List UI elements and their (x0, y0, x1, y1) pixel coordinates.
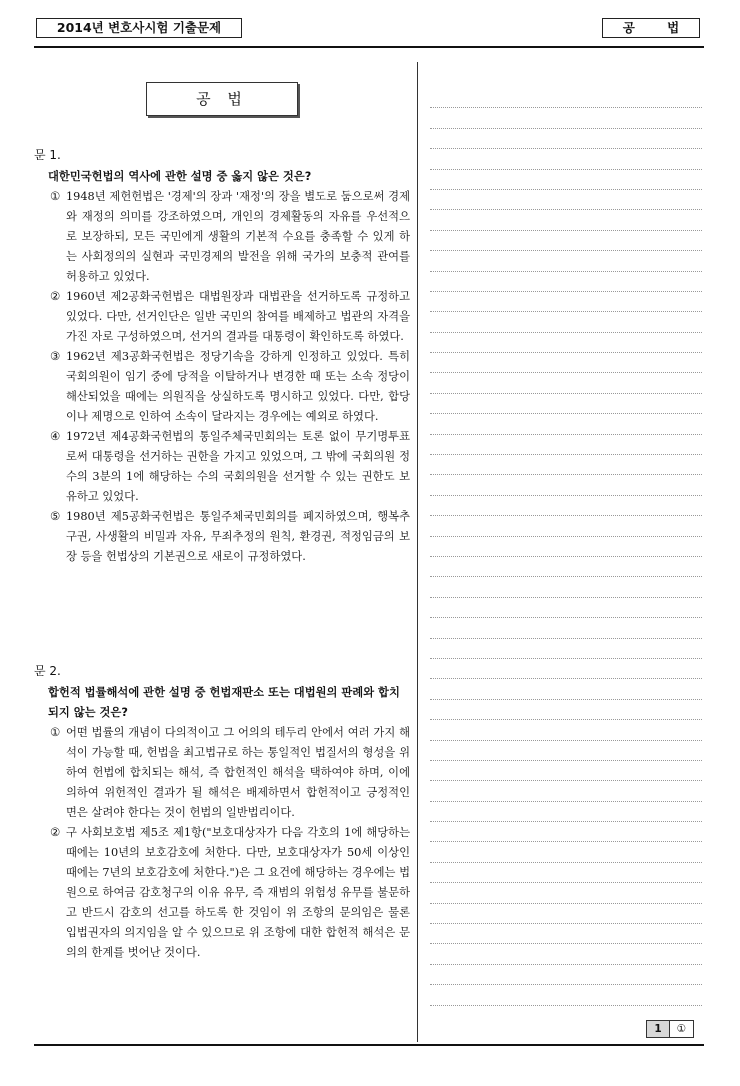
option-1 (34, 723, 410, 823)
option-text: 1972년 제4공화국헌법의 통일주체국민회의는 토론 없이 무기명투표로써 대통령을 선거하는 권한을 가지고 있었으며, 그 밖에 국회의원 정수의 3분의 1에 해당하는 수의 국회의원을 선거할 수 있는 권한도 보유하고 있었다. (66, 430, 410, 503)
memo-line (430, 679, 702, 699)
memo-line (430, 129, 702, 149)
option-mark: ⑤ (50, 510, 61, 523)
memo-line (430, 659, 702, 679)
memo-line (430, 394, 702, 414)
memo-line (430, 210, 702, 230)
memo-line (430, 231, 702, 251)
memo-line (430, 251, 702, 271)
memo-line (430, 88, 702, 108)
memo-line (430, 720, 702, 740)
option-2 (34, 823, 410, 963)
memo-line (430, 985, 702, 1005)
memo-line (430, 353, 702, 373)
memo-line (430, 108, 702, 128)
option-mark: ② (50, 290, 61, 303)
memo-line (430, 516, 702, 536)
option-mark: ① (50, 190, 61, 203)
page-circle-mark: ① (676, 1023, 687, 1035)
question-stem: 대한민국헌법의 역사에 관한 설명 중 옳지 않은 것은? (48, 170, 312, 183)
memo-line (430, 802, 702, 822)
memo-line (430, 190, 702, 210)
memo-line (430, 944, 702, 964)
memo-line (430, 781, 702, 801)
option-text: 1948년 제헌헌법은 '경제'의 장과 '재정'의 장을 별도로 둠으로써 경제와 재정의 의미를 강조하였으며, 개인의 경제활동의 자유를 우선적으로 보장하되, 모든 국민에게 생활의 기본적 수요를 충족할 수 있게 하는 사회정의의 실현과 국민경제의 발전을 위해 국가의 보충적 관여를 허용하고 있었다. (66, 190, 410, 283)
memo-line (430, 414, 702, 434)
memo-line (430, 455, 702, 475)
memo-line (430, 577, 702, 597)
memo-line (430, 639, 702, 659)
memo-line (430, 292, 702, 312)
memo-line (430, 435, 702, 455)
question-number: 문 2. (34, 664, 61, 678)
page-indicator (646, 1020, 694, 1038)
option-mark: ② (50, 826, 61, 839)
memo-line (430, 741, 702, 761)
memo-line (430, 272, 702, 292)
memo-line (430, 822, 702, 842)
section-title: 공 법 (146, 82, 298, 116)
memo-line (430, 924, 702, 944)
option-mark: ③ (50, 350, 61, 363)
memo-line (430, 496, 702, 516)
memo-line (430, 598, 702, 618)
option-3 (34, 347, 410, 427)
option-text: 어떤 법률의 개념이 다의적이고 그 어의의 테두리 안에서 여러 가지 해석이 가능할 때, 헌법을 최고법규로 하는 통일적인 법질서의 형성을 위하여 헌법에 합치되는 해석, 즉 합헌적인 해석을 택하여야 하며, 이에 의하여 위헌적인 결과가 될 해석은 배제하면서 합헌적이고 긍정적인 면은 살려야 한다는 것이 헌법의 일반법리이다. (66, 726, 410, 819)
page-number: 1 (647, 1021, 670, 1037)
memo-line (430, 863, 702, 883)
question-1 (34, 146, 410, 567)
memo-line (430, 965, 702, 985)
memo-line (430, 475, 702, 495)
memo-line (430, 170, 702, 190)
memo-line (430, 312, 702, 332)
option-text: 1980년 제5공화국헌법은 통일주체국민회의를 폐지하였으며, 행복추구권, 사생활의 비밀과 자유, 무죄추정의 원칙, 환경권, 적정임금의 보장 등을 헌법상의 기본권으로 새로이 규정하였다. (66, 510, 410, 563)
memo-line (430, 537, 702, 557)
memo-line (430, 333, 702, 353)
memo-line (430, 883, 702, 903)
top-rule (34, 46, 704, 48)
memo-line (430, 842, 702, 862)
option-2 (34, 287, 410, 347)
exam-title: 2014년 변호사시험 기출문제 (36, 18, 242, 38)
option-text: 1960년 제2공화국헌법은 대법원장과 대법관을 선거하도록 규정하고 있었다. 다만, 선거인단은 일반 국민의 참여를 배제하고 법관의 자격을 가진 자로 구성하였으며, 선거의 결과를 대통령이 확인하도록 하였다. (66, 290, 410, 343)
subject-label: 공 법 (602, 18, 700, 38)
memo-line (430, 761, 702, 781)
option-mark: ① (50, 726, 61, 739)
memo-line (430, 557, 702, 577)
memo-line (430, 700, 702, 720)
memo-line (430, 373, 702, 393)
option-text: 1962년 제3공화국헌법은 정당기속을 강하게 인정하고 있었다. 특히 국회의원이 임기 중에 당적을 이탈하거나 변경한 때 또는 소속 정당이 해산되었을 때에는 의원직을 상실하도록 명시하고 있었다. 다만, 합당이나 제명으로 인하여 소속이 달라지는 경우에는 예외로 하였다. (66, 350, 410, 423)
option-1 (34, 187, 410, 287)
memo-lines (430, 88, 702, 1006)
option-text: 구 사회보호법 제5조 제1항("보호대상자가 다음 각호의 1에 해당하는 때에는 10년의 보호감호에 처한다. 다만, 보호대상자가 50세 이상인 때에는 7년의 보호감호에 처한다.")은 그 요건에 해당하는 경우에는 법원으로 하여금 감호청구의 이유 유무, 즉 재범의 위험성 유무를 불문하고 반드시 감호의 선고를 하도록 한 것임이 위 조항의 문의임은 물론 입법권자의 의지임을 알 수 있으므로 위 조항에 대한 합헌적 해석은 문의의 한계를 벗어난 것이다. (66, 826, 410, 959)
question-2 (34, 662, 410, 963)
question-stem: 합헌적 법률해석에 관한 설명 중 헌법재판소 또는 대법원의 판례와 합치되지 않는 것은? (48, 686, 400, 719)
memo-line (430, 149, 702, 169)
option-mark: ④ (50, 430, 61, 443)
option-5 (34, 507, 410, 567)
memo-line (430, 618, 702, 638)
bottom-rule (34, 1044, 704, 1046)
question-number: 문 1. (34, 148, 61, 162)
option-4 (34, 427, 410, 507)
column-divider (417, 62, 418, 1042)
memo-line (430, 904, 702, 924)
